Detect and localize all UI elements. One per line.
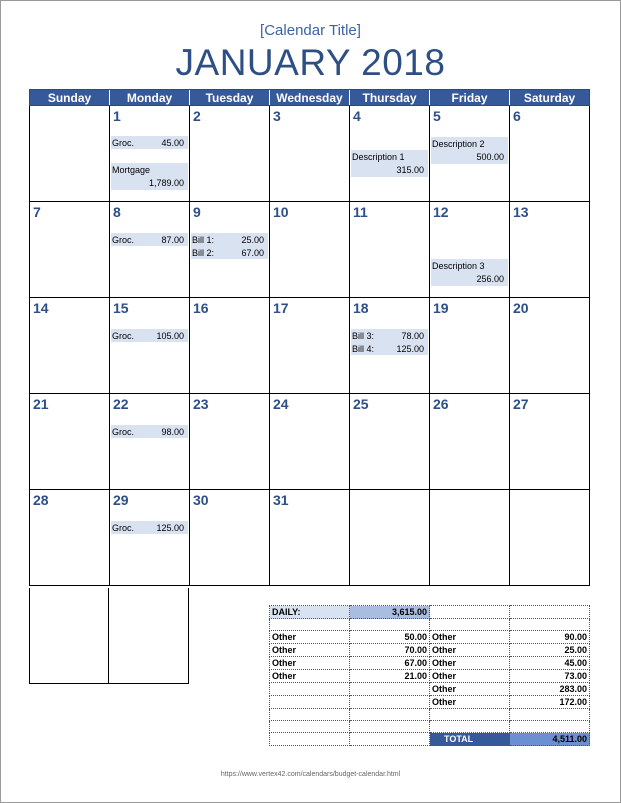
calendar-grid bbox=[29, 89, 590, 586]
expense-entry[interactable] bbox=[111, 163, 188, 190]
expense-label: Bill 4: bbox=[352, 344, 375, 354]
day-number: 11 bbox=[353, 204, 368, 220]
calendar-title[interactable]: [Calendar Title] bbox=[260, 22, 361, 39]
day-number: 31 bbox=[273, 492, 289, 508]
day-number: 17 bbox=[273, 300, 289, 316]
day-number: 10 bbox=[273, 204, 289, 220]
day-cell[interactable] bbox=[510, 106, 590, 202]
summary-row bbox=[270, 721, 590, 733]
day-cell[interactable] bbox=[30, 394, 110, 490]
other-row bbox=[270, 644, 590, 657]
daily-value: 3,615.00 bbox=[350, 606, 430, 619]
expense-label: Description 1 bbox=[352, 152, 405, 162]
expense-entry[interactable] bbox=[111, 425, 188, 438]
day-cell[interactable] bbox=[30, 202, 110, 298]
other-amount[interactable]: 25.00 bbox=[510, 644, 590, 657]
expense-entry[interactable] bbox=[191, 233, 268, 246]
expense-entry[interactable] bbox=[431, 259, 508, 286]
other-label[interactable]: Other bbox=[430, 683, 510, 696]
other-amount[interactable]: 45.00 bbox=[510, 657, 590, 670]
day-cell[interactable] bbox=[270, 298, 350, 394]
week-row bbox=[29, 106, 590, 202]
extra-day-cells bbox=[29, 588, 189, 684]
budget-summary-table bbox=[269, 605, 590, 746]
other-amount[interactable]: 172.00 bbox=[510, 696, 590, 709]
expense-amount: 125.00 bbox=[396, 344, 424, 354]
day-cell[interactable] bbox=[29, 588, 109, 684]
expense-amount: 105.00 bbox=[156, 331, 184, 341]
day-cell[interactable] bbox=[270, 202, 350, 298]
weekday-sunday: Sunday bbox=[30, 90, 110, 105]
day-cell[interactable] bbox=[430, 298, 510, 394]
day-cell[interactable] bbox=[430, 490, 510, 586]
day-cell[interactable] bbox=[190, 202, 270, 298]
day-number: 20 bbox=[513, 300, 529, 316]
day-number: 8 bbox=[113, 204, 121, 220]
day-number: 14 bbox=[33, 300, 49, 316]
day-cell[interactable] bbox=[190, 106, 270, 202]
day-number: 23 bbox=[193, 396, 209, 412]
expense-entry[interactable] bbox=[111, 329, 188, 342]
expense-label: Bill 3: bbox=[352, 331, 375, 341]
other-label[interactable]: Other bbox=[430, 696, 510, 709]
expense-label: Description 3 bbox=[432, 261, 485, 271]
daily-row bbox=[270, 606, 590, 619]
summary-row bbox=[270, 619, 590, 631]
day-number: 3 bbox=[273, 108, 281, 124]
day-number: 27 bbox=[513, 396, 529, 412]
expense-entry[interactable] bbox=[431, 137, 508, 164]
weekday-monday: Monday bbox=[110, 90, 190, 105]
day-number: 29 bbox=[113, 492, 129, 508]
day-number: 25 bbox=[353, 396, 369, 412]
summary-cell bbox=[510, 606, 590, 619]
expense-amount: 25.00 bbox=[241, 235, 264, 245]
other-amount[interactable]: 73.00 bbox=[510, 670, 590, 683]
other-row bbox=[270, 670, 590, 683]
day-cell[interactable] bbox=[190, 298, 270, 394]
other-amount[interactable]: 70.00 bbox=[350, 644, 430, 657]
day-number: 1 bbox=[113, 108, 121, 124]
summary-cell bbox=[430, 606, 510, 619]
day-cell[interactable] bbox=[110, 202, 190, 298]
other-label[interactable]: Other bbox=[270, 644, 350, 657]
day-number: 6 bbox=[513, 108, 521, 124]
day-cell[interactable] bbox=[110, 490, 190, 586]
expense-label: Groc. bbox=[112, 331, 135, 341]
day-number: 4 bbox=[353, 108, 361, 124]
expense-label: Bill 1: bbox=[192, 235, 215, 245]
other-amount[interactable]: 283.00 bbox=[510, 683, 590, 696]
day-cell[interactable] bbox=[270, 106, 350, 202]
week-row bbox=[29, 394, 590, 490]
expense-entry[interactable] bbox=[351, 342, 428, 355]
day-cell[interactable] bbox=[350, 106, 430, 202]
expense-entry[interactable] bbox=[111, 233, 188, 246]
weekday-tuesday: Tuesday bbox=[190, 90, 270, 105]
day-cell[interactable] bbox=[430, 394, 510, 490]
expense-amount: 1,789.00 bbox=[148, 178, 184, 188]
weekday-saturday: Saturday bbox=[523, 91, 576, 105]
day-cell[interactable] bbox=[510, 490, 590, 586]
day-cell[interactable] bbox=[430, 202, 510, 298]
weekday-friday: Friday bbox=[430, 90, 510, 105]
day-number: 19 bbox=[433, 300, 449, 316]
other-label[interactable]: Other bbox=[270, 670, 350, 683]
daily-label: DAILY: bbox=[270, 606, 350, 619]
day-cell[interactable] bbox=[30, 490, 110, 586]
other-label[interactable]: Other bbox=[430, 644, 510, 657]
other-amount[interactable]: 21.00 bbox=[350, 670, 430, 683]
expense-label: Bill 2: bbox=[192, 248, 215, 258]
total-row bbox=[270, 733, 590, 746]
day-cell[interactable] bbox=[110, 298, 190, 394]
expense-amount: 78.00 bbox=[401, 331, 424, 341]
day-cell[interactable] bbox=[510, 394, 590, 490]
expense-entry[interactable] bbox=[351, 150, 428, 177]
expense-entry[interactable] bbox=[351, 329, 428, 342]
other-row bbox=[270, 631, 590, 644]
other-label[interactable]: Other bbox=[430, 670, 510, 683]
week-row bbox=[29, 202, 590, 298]
expense-amount: 98.00 bbox=[161, 427, 184, 437]
day-cell[interactable] bbox=[190, 394, 270, 490]
expense-amount: 500.00 bbox=[476, 152, 504, 162]
day-cell[interactable] bbox=[270, 490, 350, 586]
expense-label: Groc. bbox=[112, 523, 135, 533]
summary-row bbox=[270, 709, 590, 721]
expense-amount: 256.00 bbox=[476, 274, 504, 284]
other-label[interactable]: Other bbox=[270, 657, 350, 670]
day-number: 13 bbox=[513, 204, 529, 220]
week-row bbox=[29, 298, 590, 394]
expense-label: Groc. bbox=[112, 235, 135, 245]
day-number: 9 bbox=[193, 204, 201, 220]
day-number: 24 bbox=[273, 396, 289, 412]
day-cell[interactable] bbox=[110, 394, 190, 490]
footer-url[interactable]: https://www.vertex42.com/calendars/budget-calendar.html bbox=[220, 771, 401, 778]
day-cell[interactable] bbox=[350, 298, 430, 394]
day-number: 30 bbox=[193, 492, 209, 508]
other-label[interactable]: Other bbox=[430, 657, 510, 670]
expense-amount: 87.00 bbox=[161, 235, 184, 245]
month-title: JANUARY 2018 bbox=[175, 42, 446, 83]
day-cell[interactable] bbox=[350, 394, 430, 490]
day-cell[interactable] bbox=[270, 394, 350, 490]
expense-label: Description 2 bbox=[432, 139, 485, 149]
day-number: 28 bbox=[33, 492, 49, 508]
day-cell[interactable] bbox=[430, 106, 510, 202]
other-amount[interactable]: 67.00 bbox=[350, 657, 430, 670]
other-label[interactable]: Other bbox=[270, 631, 350, 644]
other-row bbox=[270, 683, 590, 696]
day-number: 26 bbox=[433, 396, 449, 412]
other-amount[interactable]: 50.00 bbox=[350, 631, 430, 644]
day-cell[interactable] bbox=[190, 490, 270, 586]
expense-entry[interactable] bbox=[111, 521, 188, 534]
other-row bbox=[270, 657, 590, 670]
expense-entry[interactable] bbox=[111, 136, 188, 149]
weekday-header bbox=[29, 89, 590, 106]
day-cell[interactable] bbox=[30, 298, 110, 394]
total-label: TOTAL bbox=[430, 733, 510, 746]
day-cell[interactable] bbox=[110, 106, 190, 202]
day-number: 21 bbox=[33, 396, 49, 412]
expense-amount: 67.00 bbox=[241, 248, 264, 258]
day-number: 22 bbox=[113, 396, 129, 412]
weekday-wednesday: Wednesday bbox=[270, 90, 350, 105]
expense-label: Groc. bbox=[112, 427, 135, 437]
expense-amount: 315.00 bbox=[396, 165, 424, 175]
expense-label: Groc. bbox=[112, 138, 135, 148]
day-number: 16 bbox=[193, 300, 209, 316]
expense-amount: 45.00 bbox=[161, 138, 184, 148]
day-number: 15 bbox=[113, 300, 129, 316]
day-number: 5 bbox=[433, 108, 441, 124]
day-number: 18 bbox=[353, 300, 369, 316]
day-number: 2 bbox=[193, 108, 201, 124]
expense-entry[interactable] bbox=[191, 246, 268, 259]
expense-label: Mortgage bbox=[112, 165, 151, 175]
other-label[interactable]: Other bbox=[430, 631, 510, 644]
day-cell[interactable] bbox=[109, 588, 189, 684]
other-row bbox=[270, 696, 590, 709]
day-cell[interactable] bbox=[510, 202, 590, 298]
day-cell[interactable] bbox=[30, 106, 110, 202]
other-amount[interactable]: 90.00 bbox=[510, 631, 590, 644]
day-cell[interactable] bbox=[510, 298, 590, 394]
day-cell[interactable] bbox=[350, 202, 430, 298]
day-cell[interactable] bbox=[350, 490, 430, 586]
week-row bbox=[29, 490, 590, 586]
expense-amount: 125.00 bbox=[156, 523, 184, 533]
total-value: 4,511.00 bbox=[510, 733, 590, 746]
weekday-thursday: Thursday bbox=[350, 90, 430, 105]
day-number: 12 bbox=[433, 204, 449, 220]
day-number: 7 bbox=[33, 204, 41, 220]
